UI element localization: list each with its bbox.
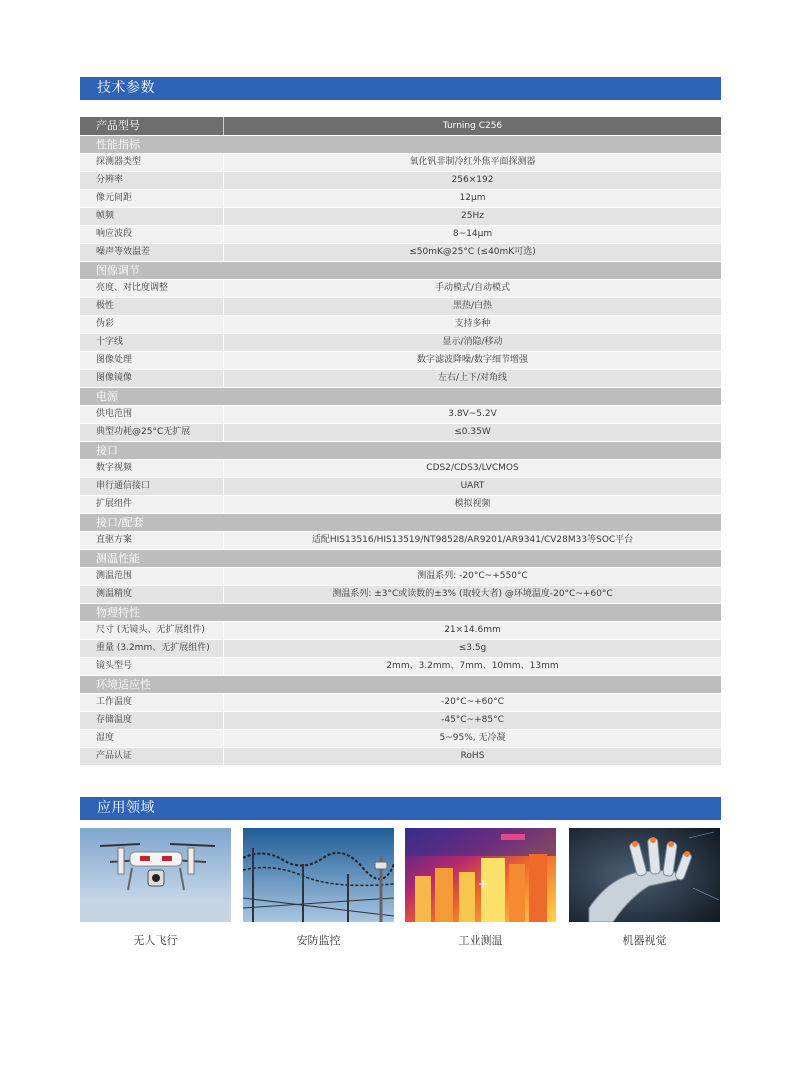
application-caption: 无人飞行 xyxy=(133,934,178,947)
category-spacer xyxy=(223,676,721,693)
category-row xyxy=(80,604,721,622)
param-value: UART xyxy=(223,478,721,495)
category-row xyxy=(80,676,721,694)
param-label: 极性 xyxy=(96,301,115,311)
param-label: 亮度、对比度调整 xyxy=(96,283,169,293)
param-value: 2mm、3.2mm、7mm、10mm、13mm xyxy=(223,658,721,675)
param-label: 典型功耗@25°C无扩展 xyxy=(96,427,191,437)
param-label: 伪彩 xyxy=(96,319,115,329)
param-value: 3.8V~5.2V xyxy=(223,406,721,423)
table-row xyxy=(80,226,721,244)
table-row xyxy=(80,316,721,334)
application-industrial xyxy=(405,828,556,948)
param-label: 供电范围 xyxy=(96,409,133,419)
table-row xyxy=(80,190,721,208)
category-title: 接口 xyxy=(96,444,118,457)
param-value: 21×14.6mm xyxy=(223,622,721,639)
table-row xyxy=(80,478,721,496)
table-row xyxy=(80,244,721,262)
category-row xyxy=(80,388,721,406)
param-label: 噪声等效温差 xyxy=(96,247,151,257)
param-value: 适配HIS13516/HIS13519/NT98528/AR9201/AR9341/CV28M33等SOC平台 xyxy=(223,532,721,549)
table-row xyxy=(80,640,721,658)
param-value: 测温系列: -20°C~+550°C xyxy=(223,568,721,585)
category-spacer xyxy=(223,262,721,279)
param-value: 256×192 xyxy=(223,172,721,189)
param-label: 测温精度 xyxy=(96,589,133,599)
table-row xyxy=(80,406,721,424)
param-label: 响应波段 xyxy=(96,229,133,239)
param-value: 氧化钒非制冷红外焦平面探测器 xyxy=(223,154,721,171)
spec-section-title: 技术参数 xyxy=(80,77,721,100)
category-row xyxy=(80,550,721,568)
category-spacer xyxy=(223,136,721,153)
robot-hand-photo xyxy=(569,828,720,922)
table-row xyxy=(80,460,721,478)
applications-section-title: 应用领域 xyxy=(80,797,721,820)
param-label: 测温范围 xyxy=(96,571,133,581)
table-row xyxy=(80,280,721,298)
param-label: 尺寸 (无镜头、无扩展组件) xyxy=(96,625,205,635)
table-row xyxy=(80,352,721,370)
table-row xyxy=(80,370,721,388)
security-fence-photo xyxy=(243,828,394,922)
drone-photo xyxy=(80,828,231,922)
param-label: 帧频 xyxy=(96,211,115,221)
thermal-industrial-photo xyxy=(405,828,556,922)
application-caption: 工业测温 xyxy=(458,934,503,947)
param-value: 手动模式/自动模式 xyxy=(223,280,721,297)
param-label: 十字线 xyxy=(96,337,124,347)
param-label: 分辨率 xyxy=(96,175,124,185)
table-row xyxy=(80,730,721,748)
category-spacer xyxy=(223,604,721,621)
table-row xyxy=(80,172,721,190)
category-title: 性能指标 xyxy=(96,138,140,151)
param-label: 像元间距 xyxy=(96,193,133,203)
table-row xyxy=(80,208,721,226)
table-row xyxy=(80,748,721,766)
param-value: CDS2/CDS3/LVCMOS xyxy=(223,460,721,477)
model-value: Turning C256 xyxy=(223,117,721,135)
param-value: 测温系列: ±3°C或读数的±3% (取较大者) @环境温度-20°C~+60°C xyxy=(223,586,721,603)
table-row xyxy=(80,496,721,514)
applications-gallery xyxy=(80,828,721,953)
category-spacer xyxy=(223,550,721,567)
table-header-row xyxy=(80,117,721,136)
param-label: 探测器类型 xyxy=(96,157,142,167)
table-row xyxy=(80,658,721,676)
param-value: 5~95%, 无冷凝 xyxy=(223,730,721,747)
param-label: 串行通信接口 xyxy=(96,481,151,491)
model-label: 产品型号 xyxy=(96,119,140,132)
application-drone xyxy=(80,828,231,948)
param-label: 镜头型号 xyxy=(96,661,133,671)
table-row xyxy=(80,532,721,550)
category-row xyxy=(80,442,721,460)
param-value: ≤3.5g xyxy=(223,640,721,657)
param-label: 存储温度 xyxy=(96,715,133,725)
table-row xyxy=(80,424,721,442)
param-label: 产品认证 xyxy=(96,751,133,761)
param-value: 8~14μm xyxy=(223,226,721,243)
param-value: ≤50mK@25°C (≤40mK可选) xyxy=(223,244,721,261)
category-title: 物理特性 xyxy=(96,606,140,619)
category-row xyxy=(80,262,721,280)
category-row xyxy=(80,136,721,154)
category-spacer xyxy=(223,514,721,531)
param-label: 工作温度 xyxy=(96,697,133,707)
category-title: 电源 xyxy=(96,390,118,403)
param-label: 数字视频 xyxy=(96,463,133,473)
param-value: 黑热/白热 xyxy=(223,298,721,315)
category-row xyxy=(80,514,721,532)
table-row xyxy=(80,694,721,712)
param-label: 扩展组件 xyxy=(96,499,133,509)
table-row xyxy=(80,568,721,586)
category-title: 图像调节 xyxy=(96,264,140,277)
param-value: RoHS xyxy=(223,748,721,765)
spec-table xyxy=(80,117,721,766)
param-value: 12μm xyxy=(223,190,721,207)
param-value: 25Hz xyxy=(223,208,721,225)
param-label: 图像处理 xyxy=(96,355,133,365)
table-row xyxy=(80,334,721,352)
param-label: 重量 (3.2mm、无扩展组件) xyxy=(96,643,210,653)
application-caption: 安防监控 xyxy=(296,934,341,947)
table-row xyxy=(80,712,721,730)
table-row xyxy=(80,586,721,604)
param-value: 左右/上下/对角线 xyxy=(223,370,721,387)
param-value: 支持多种 xyxy=(223,316,721,333)
param-label: 直驱方案 xyxy=(96,535,133,545)
param-label: 湿度 xyxy=(96,733,115,743)
param-value: 模拟视频 xyxy=(223,496,721,513)
table-row xyxy=(80,154,721,172)
param-value: -20°C~+60°C xyxy=(223,694,721,711)
param-value: ≤0.35W xyxy=(223,424,721,441)
category-spacer xyxy=(223,442,721,459)
table-row xyxy=(80,622,721,640)
category-title: 接口/配套 xyxy=(96,516,144,529)
category-spacer xyxy=(223,388,721,405)
application-caption: 机器视觉 xyxy=(622,934,667,947)
param-value: 显示/消隐/移动 xyxy=(223,334,721,351)
application-security xyxy=(243,828,394,948)
table-row xyxy=(80,298,721,316)
param-value: -45°C~+85°C xyxy=(223,712,721,729)
param-label: 图像镜像 xyxy=(96,373,133,383)
application-vision xyxy=(569,828,720,948)
category-title: 测温性能 xyxy=(96,552,140,565)
category-title: 环境适应性 xyxy=(96,678,151,691)
param-value: 数字滤波降噪/数字细节增强 xyxy=(223,352,721,369)
